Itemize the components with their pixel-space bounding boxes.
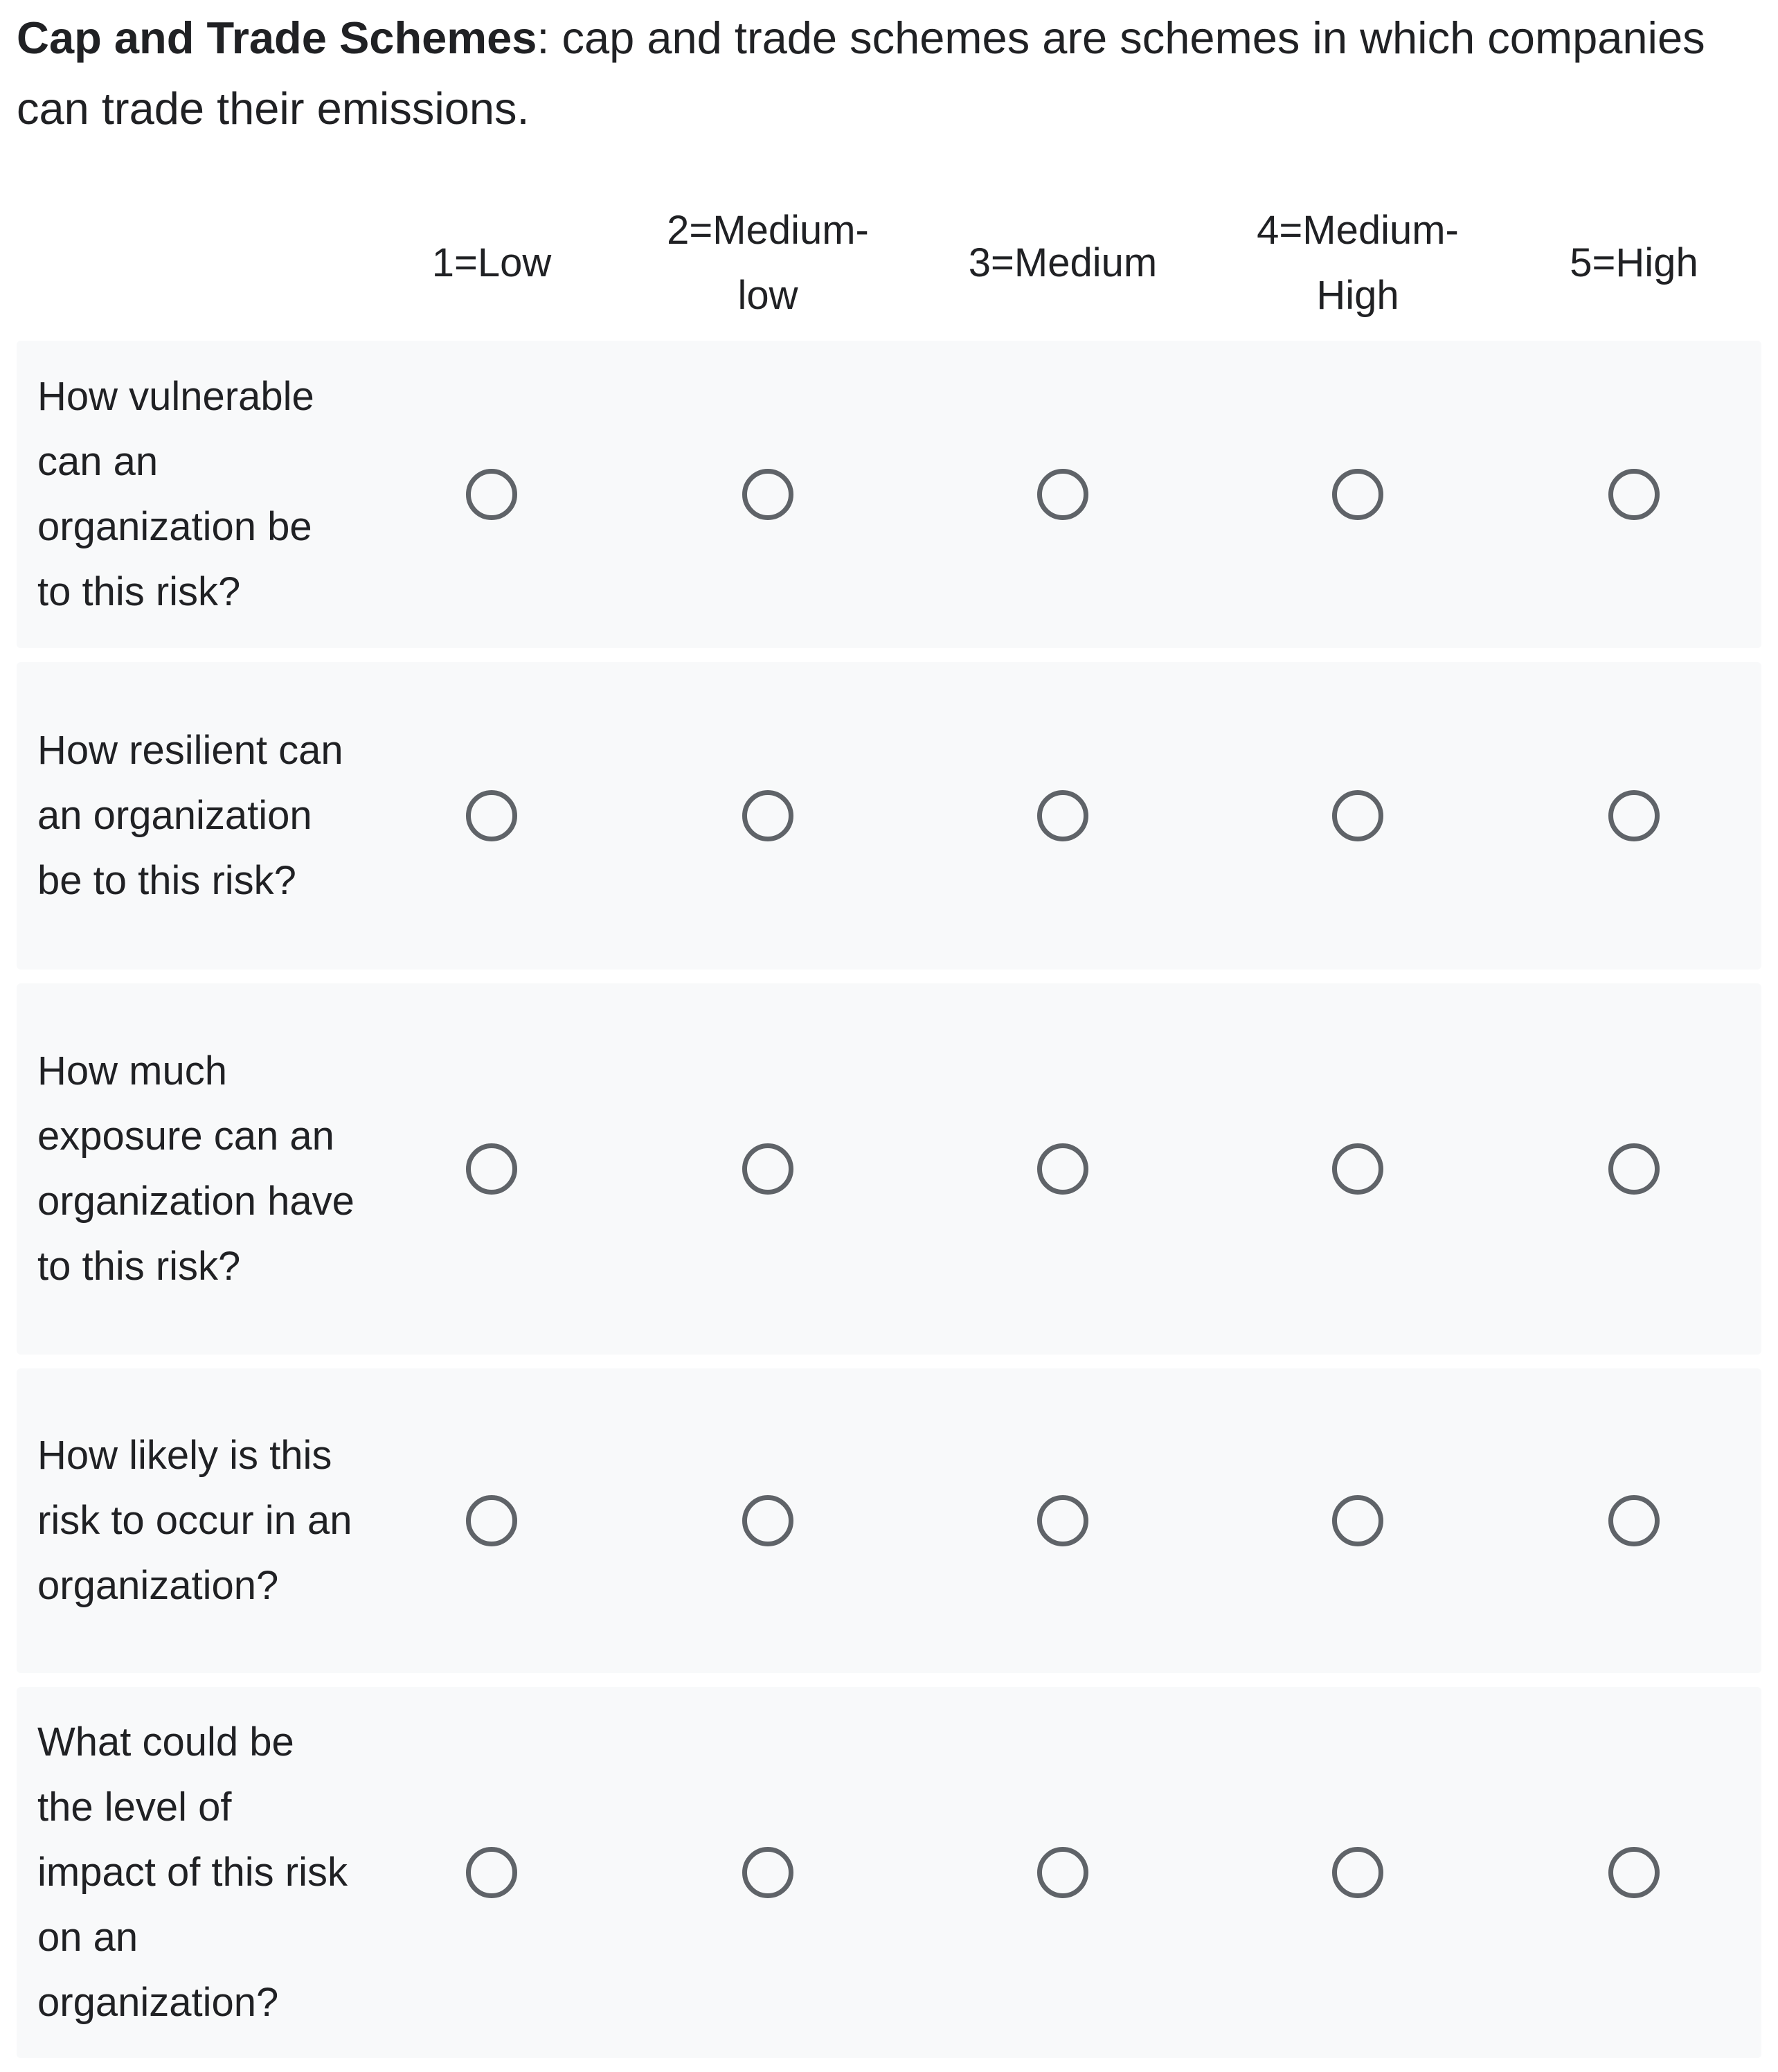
question-description [17,3,1761,144]
scale-header-1: 1=Low [431,240,552,285]
radio-option-5[interactable] [1608,1143,1660,1195]
radio-option-5[interactable] [1608,1847,1660,1898]
radio-option-2[interactable] [742,1143,793,1195]
radio-option-3[interactable] [1037,1495,1088,1546]
radio-option-3[interactable] [1037,1143,1088,1195]
radio-option-2[interactable] [742,1495,793,1546]
question-row-likelihood [17,1368,1761,1673]
question-row-vulnerability [17,341,1761,648]
rating-grid [17,186,1761,2072]
question-label: How resilient can an organization be to this risk? [37,728,343,903]
radio-option-4[interactable] [1332,469,1383,520]
scale-header-5: 5=High [1570,240,1698,285]
question-row-resilience [17,662,1761,970]
question-label: How much exposure can an organization have to this risk? [37,1048,354,1289]
radio-option-5[interactable] [1608,469,1660,520]
radio-option-1[interactable] [466,1495,517,1546]
radio-option-2[interactable] [742,469,793,520]
scale-header-row [17,186,1761,341]
radio-option-3[interactable] [1037,469,1088,520]
question-row-impact [17,1687,1761,2058]
question-term: Cap and Trade Schemes [17,12,537,63]
radio-option-4[interactable] [1332,1847,1383,1898]
scale-header-4: 4=Medium- High [1257,208,1459,318]
scale-header-2: 2=Medium- low [667,208,869,318]
radio-option-1[interactable] [466,469,517,520]
radio-option-2[interactable] [742,1847,793,1898]
radio-option-4[interactable] [1332,790,1383,841]
radio-option-4[interactable] [1332,1143,1383,1195]
radio-option-1[interactable] [466,1143,517,1195]
question-label: How likely is this risk to occur in an organization? [37,1433,352,1608]
question-definition: : cap and trade schemes are schemes in which companies can trade their emissions. [17,12,1705,134]
question-label: What could be the level of impact of this risk on an organization? [37,1720,348,2025]
radio-option-2[interactable] [742,790,793,841]
radio-option-3[interactable] [1037,790,1088,841]
radio-option-4[interactable] [1332,1495,1383,1546]
radio-option-1[interactable] [466,1847,517,1898]
question-label: How vulnerable can an organization be to this risk? [37,374,314,614]
radio-option-1[interactable] [466,790,517,841]
scale-header-3: 3=Medium [968,240,1158,285]
question-row-exposure [17,983,1761,1355]
radio-option-3[interactable] [1037,1847,1088,1898]
radio-option-5[interactable] [1608,1495,1660,1546]
radio-option-5[interactable] [1608,790,1660,841]
